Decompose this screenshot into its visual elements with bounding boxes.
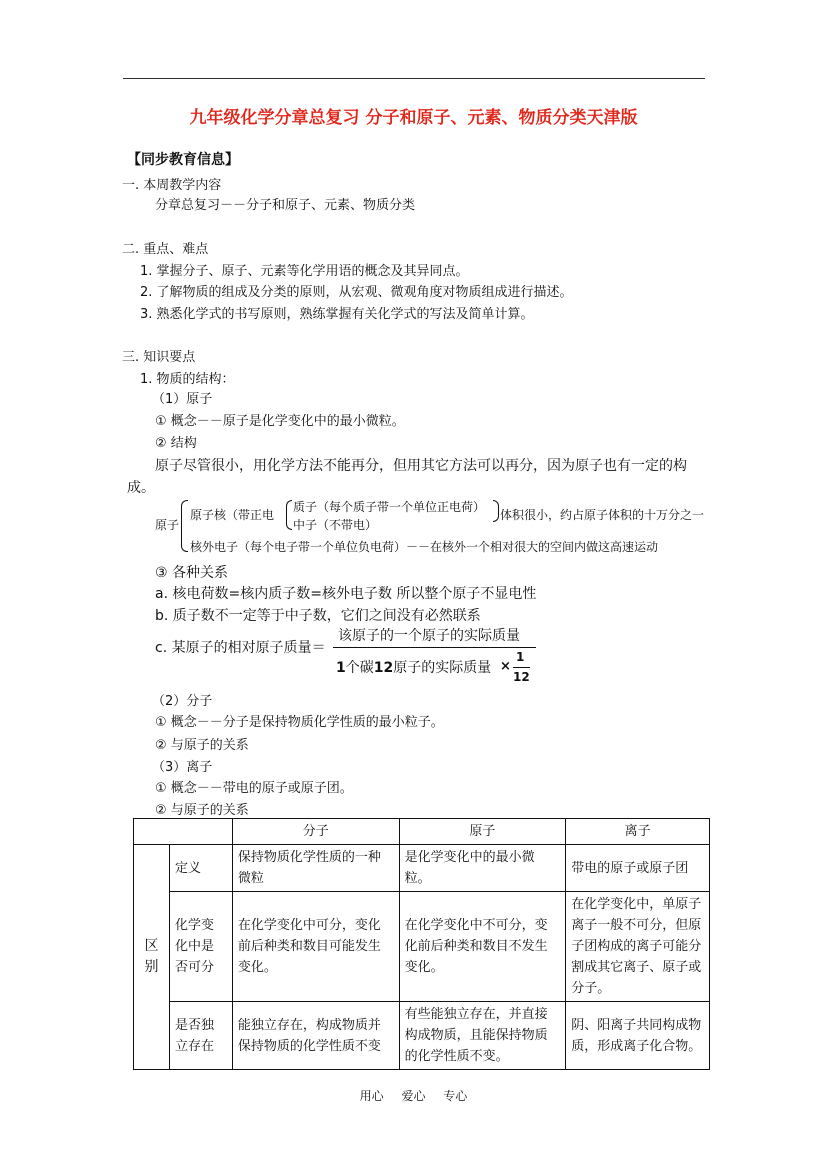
formula-prefix: c. 某原子的相对原子质量＝ bbox=[155, 640, 326, 656]
small-frac-den: 12 bbox=[513, 670, 530, 684]
table-row bbox=[134, 845, 710, 892]
s3-heading: 三. 知识要点 bbox=[122, 350, 196, 365]
relation-b: b. 质子数不一定等于中子数，它们之间没有必然联系 bbox=[155, 608, 481, 624]
formula-den-text2: 原子的实际质量 bbox=[393, 660, 492, 676]
header-rule bbox=[123, 78, 705, 79]
group-label: 区别 bbox=[144, 938, 159, 975]
s1-content: 分章总复习－－分子和原子、元素、物质分类 bbox=[155, 198, 416, 213]
s3-item1: 1. 物质的结构： bbox=[140, 372, 235, 387]
s2-heading: 二. 重点、难点 bbox=[122, 242, 209, 257]
formula-numerator: 该原子的一个原子的实际质量 bbox=[338, 628, 520, 644]
table-header-cell: 原子 bbox=[399, 819, 566, 845]
molecule-concept: ① 概念－－分子是保持物质化学性质的最小粒子。 bbox=[155, 715, 444, 730]
diagram-electron: 核外电子（每个电子带一个单位负电荷）－－在核外一个相对很大的空间内做这高速运动 bbox=[190, 540, 659, 554]
table-header-cell bbox=[134, 819, 233, 845]
formula-denominator bbox=[336, 657, 491, 677]
table-header-row bbox=[134, 819, 710, 845]
small-frac-num: 1 bbox=[516, 650, 525, 664]
group-label-cell bbox=[134, 845, 170, 1070]
table-cell: 阴、阳离子共同构成物质，形成离子化合物。 bbox=[566, 1002, 710, 1070]
atom-structure: ② 结构 bbox=[155, 436, 197, 451]
molecule-relation: ② 与原子的关系 bbox=[155, 738, 249, 753]
table-cell: 在化学变化中，单原子离子一般不可分，但原子团构成的离子可能分割成其它离子、原子或分子。 bbox=[566, 892, 710, 1002]
table-header-cell: 分子 bbox=[232, 819, 399, 845]
table-row bbox=[134, 892, 710, 1002]
table-cell: 在化学变化中不可分，变化前后种类和数目不发生变化。 bbox=[399, 892, 566, 1002]
row-label-cell: 是否独立存在 bbox=[169, 1002, 232, 1070]
ion-title: （3）离子 bbox=[152, 760, 213, 775]
formula-den-twelve: 12 bbox=[373, 660, 394, 676]
row-label-cell: 化学变化中是否可分 bbox=[169, 892, 232, 1002]
s1-heading: 一. 本周教学内容 bbox=[122, 178, 222, 193]
ion-concept: ① 概念－－带电的原子或原子团。 bbox=[155, 781, 353, 796]
nucleus-brace bbox=[286, 500, 292, 530]
relation-a: a. 核电荷数=核内质子数=核外电子数 所以整个原子不显电性 bbox=[155, 586, 537, 602]
outer-brace bbox=[181, 500, 188, 552]
volume-brace bbox=[493, 500, 499, 522]
atom-paragraph: 原子尽管很小，用化学方法不能再分，但用其它方法可以再分，因为原子也有一定的构 bbox=[155, 458, 687, 474]
row-label-cell: 定义 bbox=[169, 845, 232, 892]
formula-den-text: 个碳 bbox=[345, 660, 374, 676]
small-fraction-bar bbox=[513, 667, 530, 668]
relations-title: ③ 各种关系 bbox=[155, 565, 229, 581]
diagram-atom-label: 原子 bbox=[155, 518, 180, 532]
atom-paragraph-end: 成。 bbox=[127, 480, 155, 496]
table-cell: 有些能独立存在，并直接构成物质，且能保持物质的化学性质不变。 bbox=[399, 1002, 566, 1070]
comparison-table bbox=[133, 818, 710, 1070]
table-cell: 是化学变化中的最小微粒。 bbox=[399, 845, 566, 892]
fraction-bar bbox=[333, 647, 536, 648]
document-title: 九年级化学分章总复习 分子和原子、元素、物质分类天津版 bbox=[189, 108, 638, 128]
page-footer: 用心 爱心 专心 bbox=[359, 1089, 468, 1103]
s2-item: 3. 熟悉化学式的书写原则，熟练掌握有关化学式的写法及简单计算。 bbox=[140, 307, 534, 322]
formula-times: × bbox=[500, 659, 511, 674]
atom-title: （1）原子 bbox=[152, 392, 213, 407]
formula-den-one: 1 bbox=[336, 660, 346, 676]
ion-relation: ② 与原子的关系 bbox=[155, 803, 249, 818]
s2-item: 2. 了解物质的组成及分类的原则，从宏观、微观角度对物质组成进行描述。 bbox=[140, 285, 573, 300]
diagram-neutron: 中子（不带电） bbox=[293, 518, 378, 532]
table-row bbox=[134, 1002, 710, 1070]
table-cell: 能独立存在，构成物质并保持物质的化学性质不变 bbox=[232, 1002, 399, 1070]
table-cell: 保持物质化学性质的一种微粒 bbox=[232, 845, 399, 892]
table-cell: 在化学变化中可分，变化前后种类和数目可能发生变化。 bbox=[232, 892, 399, 1002]
section-header: 【同步教育信息】 bbox=[127, 152, 239, 168]
diagram-volume: 体积很小，约占原子体积的十万分之一 bbox=[500, 508, 705, 522]
molecule-title: （2）分子 bbox=[152, 694, 213, 709]
diagram-proton: 质子（每个质子带一个单位正电荷） bbox=[293, 500, 486, 514]
s2-item: 1. 掌握分子、原子、元素等化学用语的概念及其异同点。 bbox=[140, 264, 469, 279]
diagram-nucleus: 原子核（带正电 bbox=[190, 508, 275, 522]
table-cell: 带电的原子或原子团 bbox=[566, 845, 710, 892]
atom-concept: ① 概念－－原子是化学变化中的最小微粒。 bbox=[155, 414, 405, 429]
table-header-cell: 离子 bbox=[566, 819, 710, 845]
